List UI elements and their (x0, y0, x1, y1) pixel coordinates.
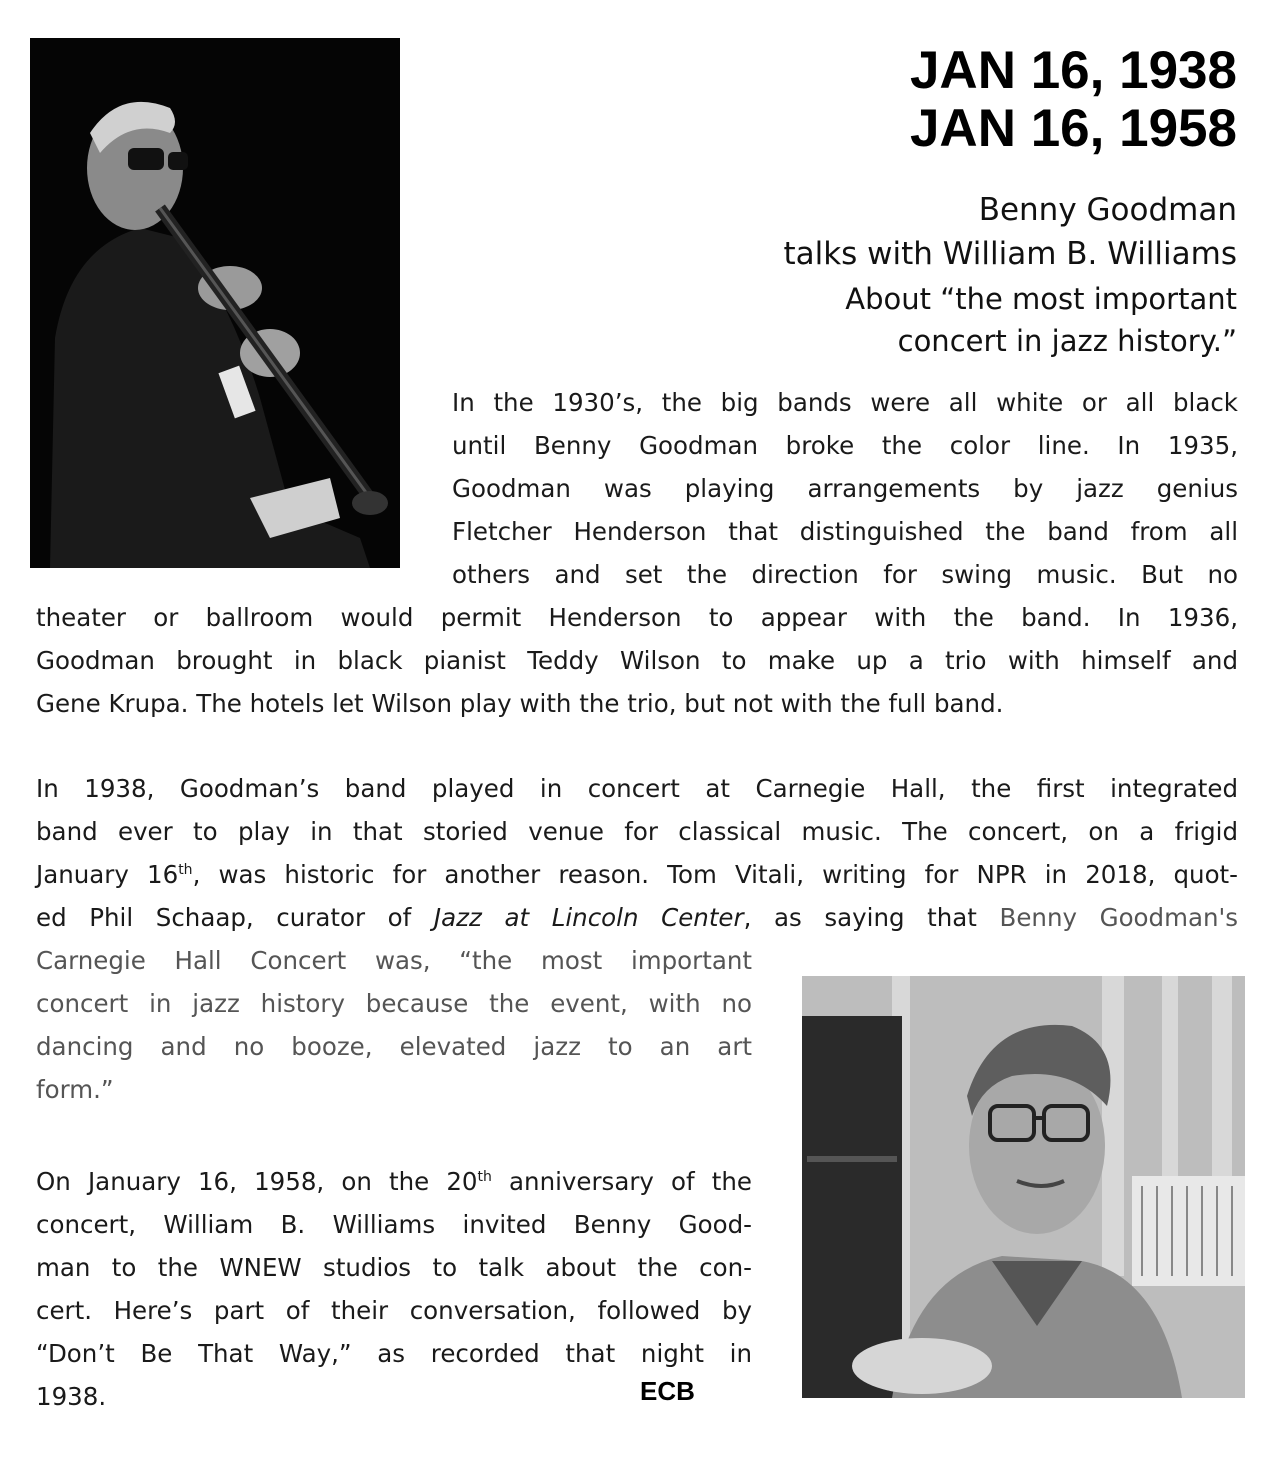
text-segment: , as saying that (743, 903, 1000, 932)
date-1938: JAN 16, 1938 (909, 41, 1237, 100)
text-segment: anniversary of the (491, 1167, 752, 1196)
paragraph-line: until Benny Goodman broke the color line. In 1935, (452, 431, 1238, 460)
paragraph-2 (36, 767, 1238, 939)
text-segment: , was historic for another reason. Tom Vitali, writing for NPR in 2018, quot- (192, 860, 1239, 889)
subtitle-quote (845, 278, 1237, 362)
paragraph-line: 1938. (36, 1382, 107, 1411)
paragraph-line: cert. Here’s part of their conversation, followed by (36, 1296, 752, 1325)
clarinetist-photo (30, 38, 400, 568)
subtitle-line-3: About “the most important (845, 282, 1237, 316)
text-segment: On January 16, 1958, on the 20 (36, 1167, 478, 1196)
paragraph-line: man to the WNEW studios to talk about the con- (36, 1253, 752, 1282)
subtitle-line-2: talks with William B. Williams (783, 236, 1237, 272)
superscript: th (178, 861, 193, 878)
quote-link-text: Benny Goodman's (999, 903, 1239, 932)
signature-initials: ECB (640, 1376, 695, 1406)
paragraph-line: In 1938, Goodman’s band played in concert at Carnegie Hall, the first integrated (36, 774, 1238, 803)
paragraph-line: concert, William B. Williams invited Benny Good- (36, 1210, 752, 1239)
host-photo (802, 976, 1245, 1398)
italic-title: Jazz at Lincoln Center (433, 903, 744, 932)
paragraph-line (36, 853, 1238, 896)
paragraph-line: concert in jazz history because the event, with no (36, 989, 752, 1018)
paragraph-line: Goodman brought in black pianist Teddy Wilson to make up a trio with himself and (36, 646, 1238, 675)
subtitle (783, 188, 1237, 276)
paragraph-2-quote (36, 939, 752, 1111)
paragraph-line (36, 896, 1238, 939)
superscript: th (477, 1168, 492, 1185)
paragraph-line: Gene Krupa. The hotels let Wilson play with the trio, but not with the full band. (36, 689, 1004, 718)
paragraph-line (36, 1160, 752, 1203)
header-dates (910, 42, 1237, 158)
subtitle-line-1: Benny Goodman (978, 192, 1237, 228)
subtitle-line-4: concert in jazz history.” (897, 324, 1237, 358)
paragraph-line: Fletcher Henderson that distinguished the band from all (452, 517, 1238, 546)
paragraph-line: In the 1930’s, the big bands were all white or all black (452, 388, 1238, 417)
paragraph-line: dancing and no booze, elevated jazz to an art (36, 1032, 752, 1061)
paragraph-line: Carnegie Hall Concert was, “the most important (36, 946, 752, 975)
paragraph-1-bottom (36, 596, 1238, 725)
paragraph-line: theater or ballroom would permit Henderson to appear with the band. In 1936, (36, 603, 1238, 632)
date-1958: JAN 16, 1958 (909, 99, 1237, 158)
paragraph-1-top (452, 381, 1238, 596)
paragraph-line: Goodman was playing arrangements by jazz genius (452, 474, 1238, 503)
paragraph-line: form.” (36, 1075, 114, 1104)
paragraph-line: “Don’t Be That Way,” as recorded that night in (36, 1339, 752, 1368)
paragraph-line: others and set the direction for swing music. But no (452, 560, 1238, 589)
text-segment: ed Phil Schaap, curator of (36, 903, 434, 932)
text-segment: January 16 (36, 860, 179, 889)
paragraph-line: band ever to play in that storied venue for classical music. The concert, on a frigid (36, 817, 1238, 846)
